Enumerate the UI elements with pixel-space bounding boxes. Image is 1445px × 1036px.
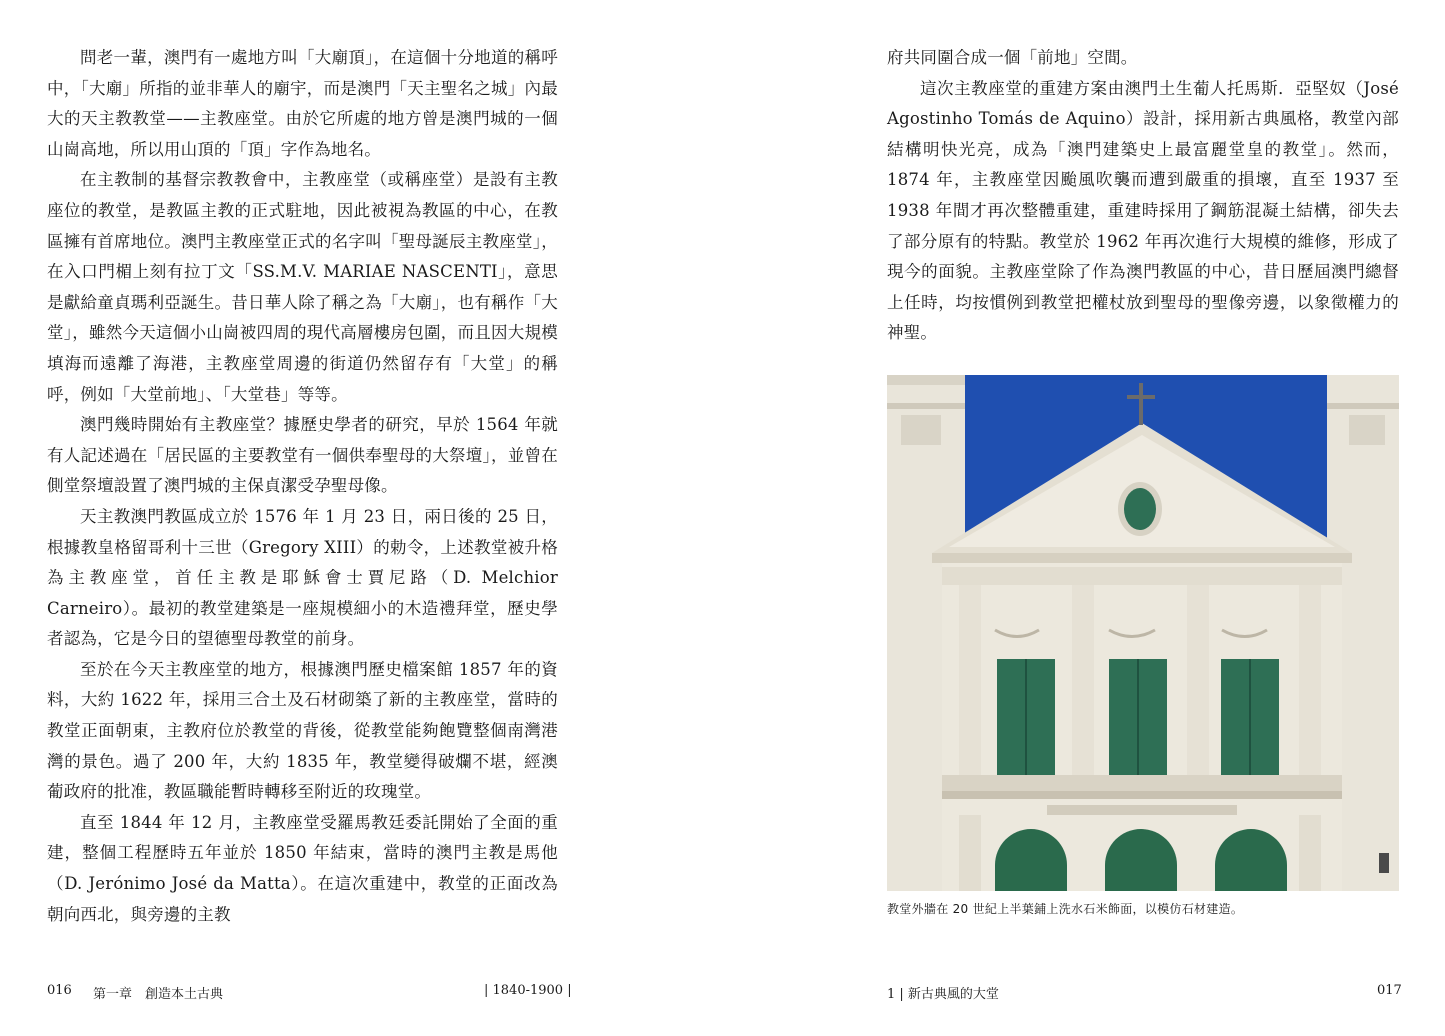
- right-body-text: [887, 43, 1399, 349]
- paragraph: 在主教制的基督宗教教會中，主教座堂（或稱座堂）是設有主教座位的教堂，是教區主教的正式駐地，因此被視為教區的中心，在教區擁有首席地位。澳門主教座堂正式的名字叫「聖母誕辰主教座堂」，在入口門楣上刻有拉丁文「SS.M.V. MARIAE NASCENTI」，意思是獻給童貞瑪利亞誕生。昔日華人除了稱之為「大廟」，也有稱作「大堂」，雖然今天這個小山崗被四周的現代高層樓房包圍，而且因大規模填海而遠離了海港，主教座堂周邊的街道仍然留存有「大堂」的稱呼，例如「大堂前地」、「大堂巷」等等。: [47, 170, 558, 404]
- photo-caption: 教堂外牆在 20 世紀上半葉鋪上洗水石米飾面，以模仿石材建造。: [887, 902, 1244, 916]
- cathedral-photo: [887, 375, 1399, 891]
- paragraph: 直至 1844 年 12 月，主教座堂受羅馬教廷委託開始了全面的重建，整個工程歷時五年並於 1850 年結束，當時的澳門主教是馬他（D. Jerónimo José da Matta）。在這次重建中，教堂的正面改為朝向西北，與旁邊的主教: [47, 812, 558, 924]
- right-page: [722, 0, 1445, 1036]
- paragraph-continuation: 府共同圍合成一個「前地」空間。: [887, 48, 1138, 67]
- left-page: [0, 0, 722, 1036]
- section-title: 1 | 新古典風的大堂: [887, 987, 999, 1002]
- left-body-text: [47, 43, 558, 930]
- right-page-number: 017: [1377, 983, 1402, 998]
- chapter-title: 第一章 創造本土古典: [93, 987, 224, 1002]
- paragraph: 這次主教座堂的重建方案由澳門土生葡人托馬斯．亞堅奴（José Agostinho Tomás de Aquino）設計，採用新古典風格，教堂內部結構明快光亮，成為「澳門建築史上最富麗堂皇的教堂」。然而，1874 年，主教座堂因颱風吹襲而遭到嚴重的損壞，直至 1937 至 1938 年間才再次整體重建，重建時採用了鋼筋混凝土結構，卻失去了部分原有的特點。教堂於 1962 年再次進行大規模的維修，形成了現今的面貌。主教座堂除了作為澳門教區的中心，昔日歷屆澳門總督上任時，均按慣例到教堂把權杖放到聖母的聖像旁邊，以象徵權力的神聖。: [887, 78, 1399, 343]
- paragraph: 天主教澳門教區成立於 1576 年 1 月 23 日，兩日後的 25 日，根據教皇格留哥利十三世（Gregory XIII）的勅令，上述教堂被升格為主教座堂，首任主教是耶穌會士賈尼路（D. Melchior Carneiro）。最初的教堂建築是一座規模細小的木造禮拜堂，歷史學者認為，它是今日的望德聖母教堂的前身。: [47, 506, 558, 649]
- paragraph: 問老一輩，澳門有一處地方叫「大廟頂」，在這個十分地道的稱呼中，「大廟」所指的並非華人的廟宇，而是澳門「天主聖名之城」內最大的天主教教堂——主教座堂。由於它所處的地方曾是澳門城的一個山崗高地，所以用山頂的「頂」字作為地名。: [47, 48, 558, 159]
- paragraph: 澳門幾時開始有主教座堂？據歷史學者的研究，早於 1564 年就有人記述過在「居民區的主要教堂有一個供奉聖母的大祭壇」，並曾在側堂祭壇設置了澳門城的主保貞潔受孕聖母像。: [47, 415, 558, 496]
- left-page-number: 016: [47, 983, 72, 998]
- paragraph: 至於在今天主教座堂的地方，根據澳門歷史檔案館 1857 年的資料，大約 1622 年，採用三合土及石材砌築了新的主教座堂，當時的教堂正面朝東，主教府位於教堂的背後，從教堂能夠飽覽整個南灣港灣的景色。過了 200 年，大約 1835 年，教堂變得破爛不堪，經澳葡政府的批准，教區職能暫時轉移至附近的玫瑰堂。: [47, 659, 558, 802]
- period-label: | 1840-1900 |: [484, 983, 572, 998]
